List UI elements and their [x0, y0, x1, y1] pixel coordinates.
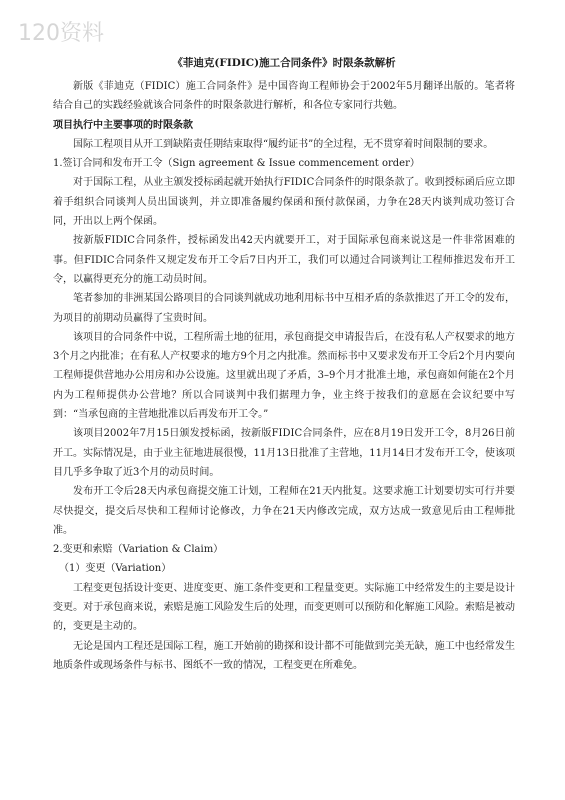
document-page [53, 56, 515, 675]
sub-subsection-heading: （1）变更（Variation） [59, 563, 172, 575]
paragraph: 该项目2002年7月15日颁发授标函，按新版FIDIC合同条件，应在8月19日发开工令，8月26日前开工。实际情况是，由于业主征地进展很慢，11月13日批准了主营地，11月14日才发布开工令，使该项目几乎多争取了近3个月的动员时间。 [53, 428, 515, 478]
document-title: 《菲迪克(FIDIC)施工合同条件》时限条款解析 [172, 57, 396, 69]
section-heading: 项目执行中主要事项的时限条款 [53, 119, 193, 131]
paragraph-intro: 新版《菲迪克（FIDIC）施工合同条件》是中国咨询工程师协会于2002年5月翻译出版的。笔者将结合自己的实践经验就该合同条件的时限条款进行解析，和各位专家同行共勉。 [53, 81, 515, 112]
paragraph: 发布开工令后28天内承包商提交施工计划，工程师在21天内批复。这要求施工计划要切实可行并要尽快提交，提交后尽快和工程师讨论修改，力争在21天内修改完成，双方达成一致意见后由工程师批准。 [53, 486, 515, 536]
paragraph: 笔者参加的非洲某国公路项目的合同谈判就成功地利用标书中互相矛盾的条款推迟了开工令的发布，为项目的前期动员赢得了宝贵时间。 [53, 293, 515, 324]
subsection-heading: 1.签订合同和发布开工令（Sign agreement & Issue commencement order） [53, 158, 420, 170]
paragraph: 对于国际工程，从业主颁发授标函起就开始执行FIDIC合同条件的时限条款了。收到授标函后应立即着手组织合同谈判人员出国谈判，并立即准备履约保函和预付款保函，力争在28天内谈判成功签订合同，开出以上两个保函。 [53, 177, 515, 228]
paragraph: 按新版FIDIC合同条件，授标函发出42天内就要开工，对于国际承包商来说这是一件非常困难的事。但FIDIC合同条件又规定发布开工令后7日内开工，我们可以通过合同谈判让工程师推迟发布开工令，以赢得更充分的施工动员时间。 [53, 235, 515, 285]
subsection-heading: 2.变更和索赔（Variation & Claim） [53, 544, 224, 556]
paragraph: 工程变更包括设计变更、进度变更、施工条件变更和工程量变更。实际施工中经常发生的主要是设计变更。对于承包商来说，索赔是施工风险发生后的处理，而变更则可以预防和化解施工风险。索赔是被动的，变更是主动的。 [53, 582, 515, 633]
paragraph: 无论是国内工程还是国际工程，施工开始前的勘探和设计都不可能做到完美无缺，施工中也经常发生地质条件或现场条件与标书、图纸不一致的情况，工程变更在所难免。 [53, 640, 515, 671]
paragraph: 该项目的合同条件中说，工程所需土地的征用，承包商提交申请报告后，在没有私人产权要求的地方3个月之内批准；在有私人产权要求的地方9个月之内批准。然而标书中又要求发布开工令后2个月内要向工程师提供营地办公用房和办公设施。这里就出现了矛盾，3–9个月才批准土地，承包商如何能在2个月内为工程师提供办公营地？所以合同谈判中我们据理力争，业主终于按我们的意愿在会议纪要中写到：“当承包商的主营地批准以后再发布开工令。” [53, 331, 515, 421]
watermark-logo: 120资料 [18, 21, 104, 46]
paragraph: 国际工程项目从开工到缺陷责任期结束取得“履约证书”的全过程，无不贯穿着时间限制的要求。 [73, 138, 494, 150]
